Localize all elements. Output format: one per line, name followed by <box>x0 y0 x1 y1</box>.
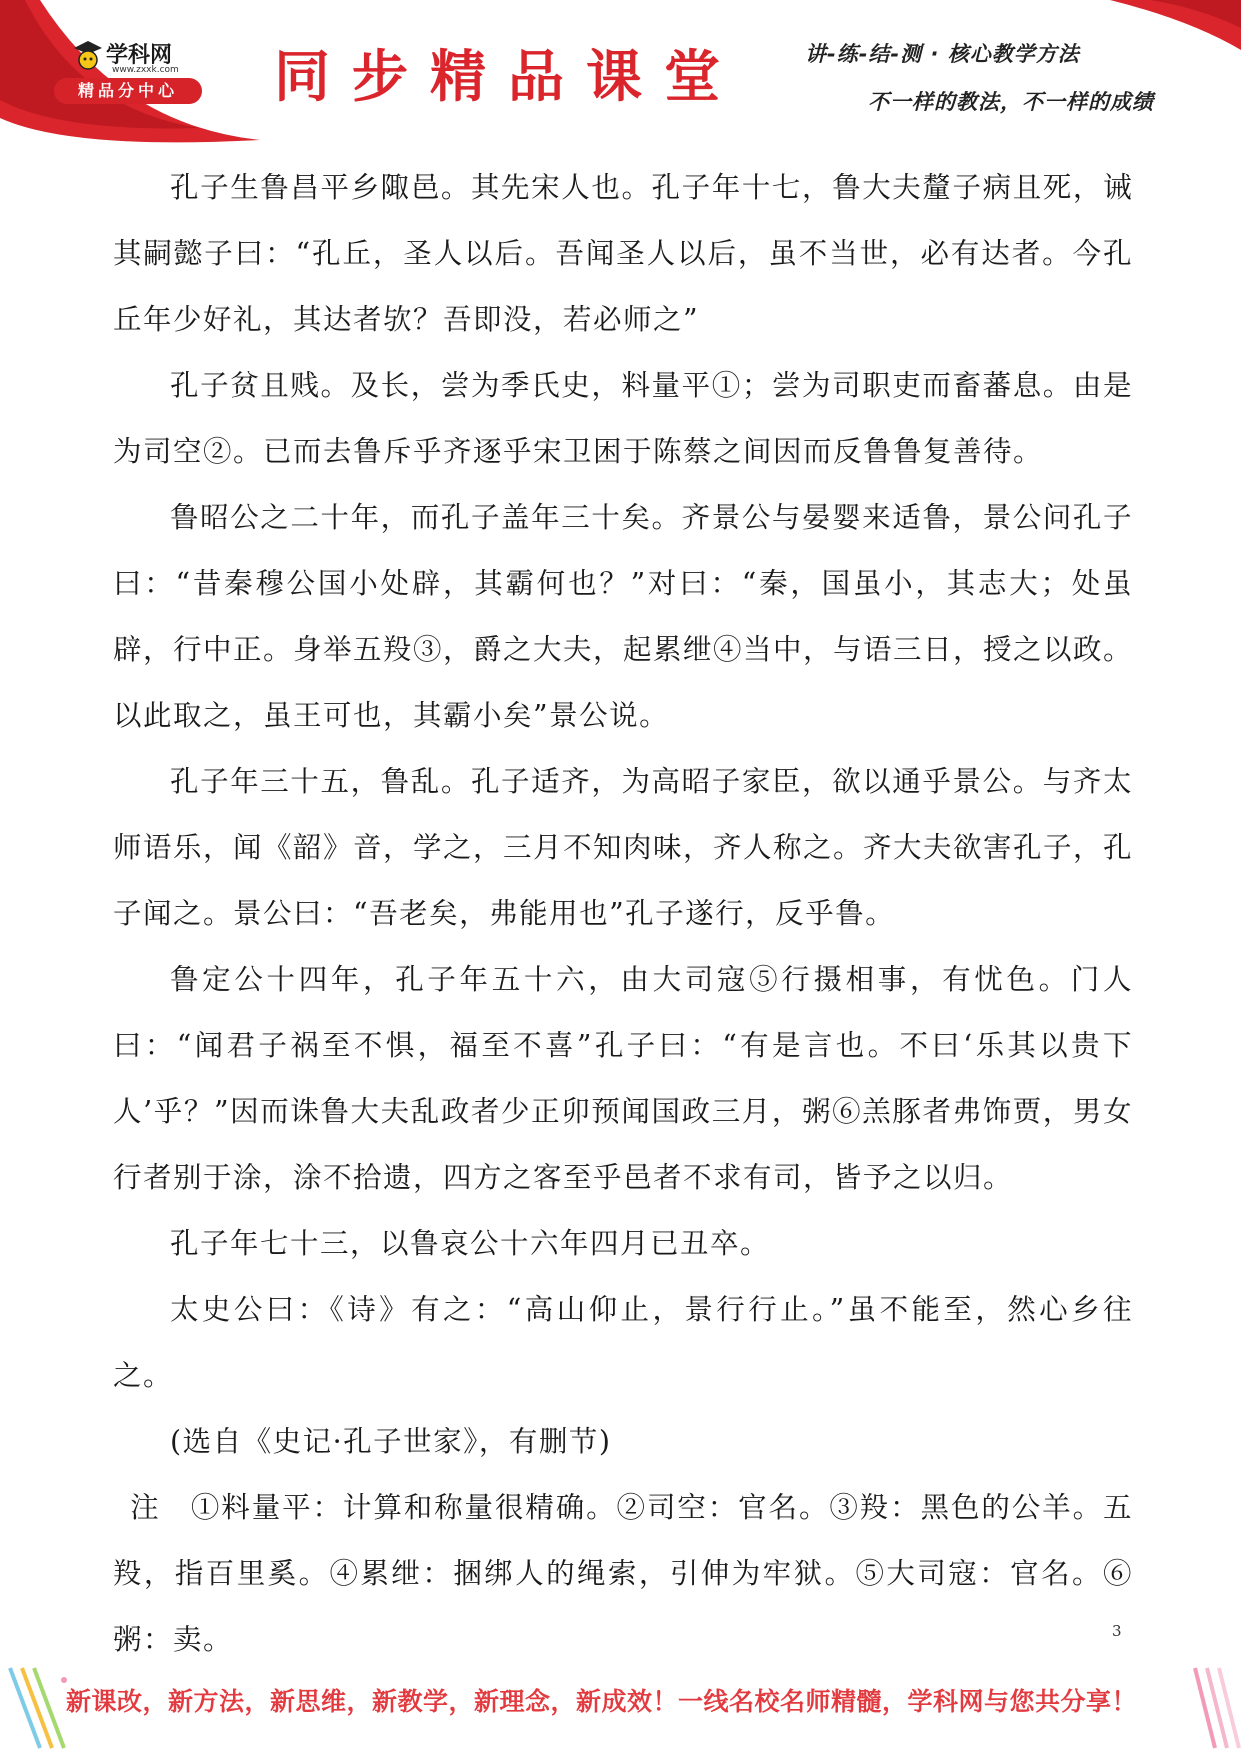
paragraph: 孔子生鲁昌平乡陬邑。其先宋人也。孔子年十七，鲁大夫釐子病且死，诫其嗣懿子曰：“孔丘，圣人以后。吾闻圣人以后，虽不当世，必有达者。今孔丘年少好礼，其达者欤？吾即没，若必师之” <box>113 171 1133 336</box>
logo-name: 学科网 <box>106 43 173 68</box>
logo-badge: 精品分中心 <box>54 78 202 104</box>
header-slogan-1: 讲-练-结-测 · 核心教学方法 <box>805 42 1080 66</box>
paragraph: 孔子年三十五，鲁乱。孔子适齐，为高昭子家臣，欲以通乎景公。与齐太师语乐，闻《韶》音，学之，三月不知肉味，齐人称之。齐大夫欲害孔子，孔子闻之。景公曰：“吾老矣，弗能用也”孔子遂行，反乎鲁。 <box>113 765 1134 930</box>
page-title: 同步精品课堂 <box>274 44 742 110</box>
footer-slogan: 新课改，新方法，新思维，新教学，新理念，新成效！一线名校名师精髓，学科网与您共分享！ <box>66 1687 1138 1716</box>
source-citation: (选自《史记·孔子世家》，有删节) <box>170 1425 612 1458</box>
page-footer <box>0 1660 1241 1754</box>
paragraph: 孔子年七十三，以鲁哀公十六年四月已丑卒。 <box>170 1227 771 1260</box>
paragraph: 太史公曰：《诗》有之：“高山仰止，景行行止。”虽不能至，然心乡往之。 <box>113 1293 1133 1392</box>
page-header <box>0 0 1241 150</box>
logo-mascot-icon <box>72 38 104 72</box>
paragraph: 鲁定公十四年，孔子年五十六，由大司寇⑤行摄相事，有忧色。门人曰：“闻君子祸至不惧，福至不喜”孔子曰：“有是言也。不曰‘乐其以贵下人’乎？”因而诛鲁大夫乱政者少正卯预闻国政三月，粥⑥羔豚者弗饰贾，男女行者别于涂，涂不拾遗，四方之客至乎邑者不求有司，皆予之以归。 <box>113 963 1133 1194</box>
footnotes: 注 ①料量平：计算和称量很精确。②司空：官名。③羖：黑色的公羊。五羖，指百里奚。④累绁：捆绑人的绳索，引伸为牢狱。⑤大司寇：官名。⑥粥：卖。 <box>113 1491 1133 1656</box>
page-number: 3 <box>1112 1622 1122 1640</box>
paragraph: 孔子贫且贱。及长，尝为季氏史，料量平①；尝为司职吏而畜蕃息。由是为司空②。已而去鲁斥乎齐逐乎宋卫困于陈蔡之间因而反鲁鲁复善待。 <box>113 369 1133 468</box>
logo-url: www.zxxk.com <box>112 65 179 75</box>
header-slogan-2: 不一样的教法，不一样的成绩 <box>868 90 1154 114</box>
paragraph: 鲁昭公之二十年，而孔子盖年三十矣。齐景公与晏婴来适鲁，景公问孔子曰：“昔秦穆公国小处辟，其霸何也？”对曰：“秦，国虽小，其志大；处虽辟，行中正。身举五羖③，爵之大夫，起累绁④当中，与语三日，授之以政。以此取之，虽王可也，其霸小矣”景公说。 <box>113 501 1134 732</box>
article-body <box>113 155 1133 1673</box>
